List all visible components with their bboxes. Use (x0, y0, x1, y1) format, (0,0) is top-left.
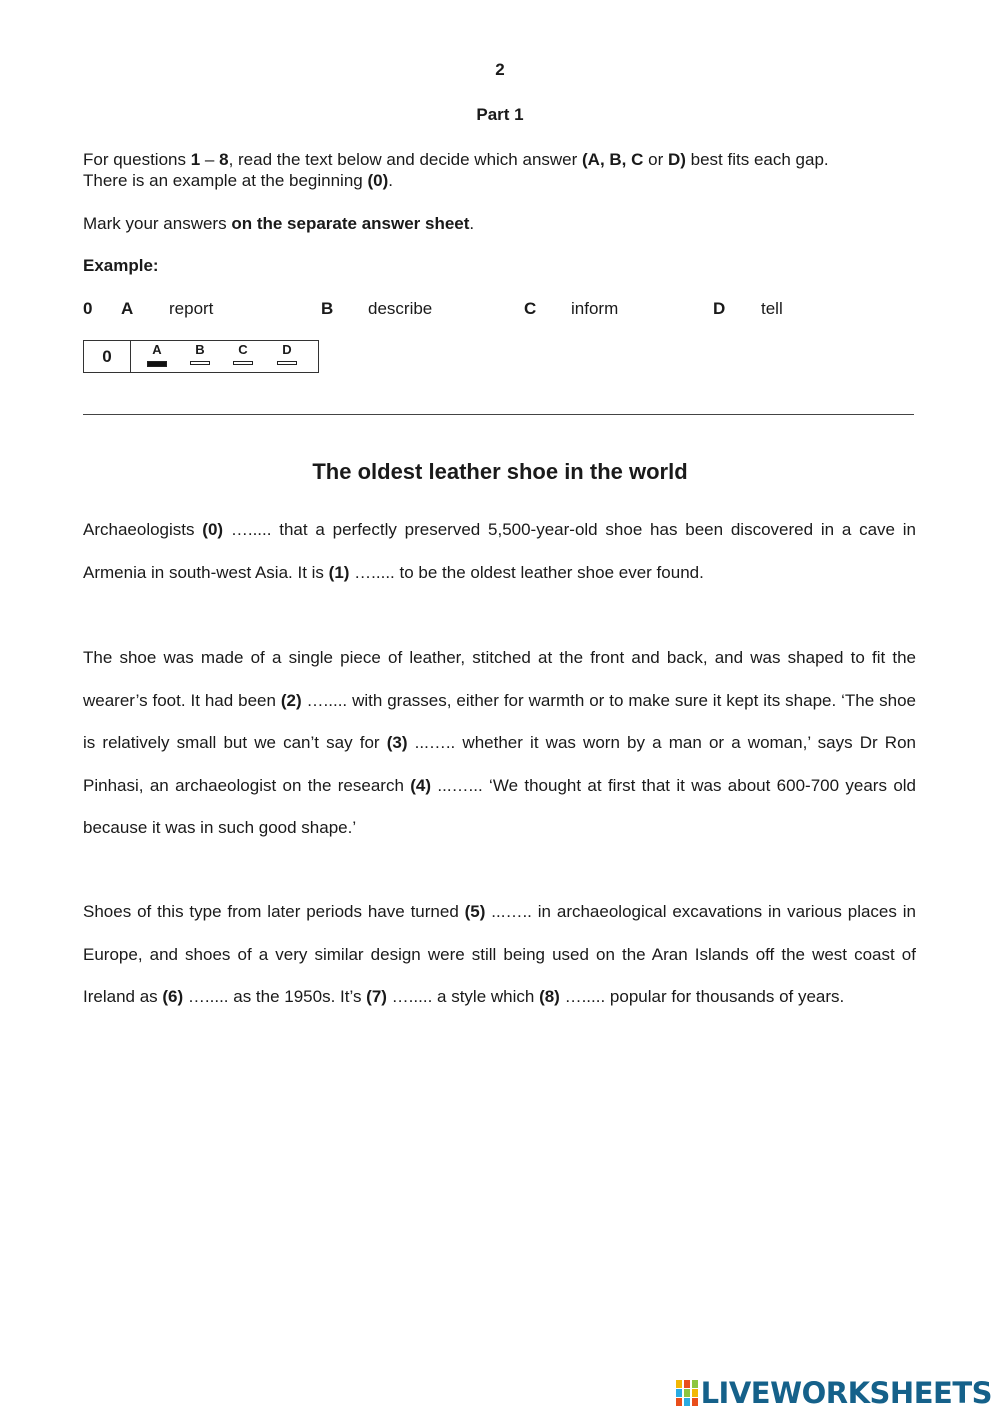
gap-5: (5) (464, 902, 486, 921)
answer-option-letter: A (152, 342, 162, 357)
paragraph-2: The shoe was made of a single piece of leather, stitched at the front and back, and was shaped to fit the wearer’s foot. It had been (2) …..... with grasses, either for warmth or to make sure it kept its shape. ‘The shoe is relatively small but we can’t say for (3) ...….. whether it was worn by a man or a woman,’ says Dr Ron Pinhasi, an archaeologist on the research (4) ...…... ‘We thought at first that it was about 600-700 years old because it was in such good shape.’ (83, 648, 916, 837)
gap-4: (4) (410, 775, 432, 795)
paragraph-3: Shoes of this type from later periods have turned (5) ...….. in archaeological excavations in various places in Europe, and shoes of a very similar design were still being used on the Aran Islands off the west coast of Ireland as (6) …..... as the 1950s. It’s (7) …..... a style which (8) …..... popular for thousands of years. (83, 902, 916, 1006)
answer-option-letter: C (238, 342, 248, 357)
answer-option-c (231, 343, 255, 365)
answer-option-b (188, 343, 212, 365)
gap-6: (6) (162, 987, 184, 1006)
answer-option-letter: D (282, 342, 292, 357)
logo-text: LIVEWORKSHEETS (700, 1376, 992, 1410)
example-answer-box (83, 340, 319, 373)
answer-option-a (145, 343, 169, 367)
divider (83, 414, 914, 415)
answer-option-d (275, 343, 299, 365)
example-option-b-letter: B (321, 299, 334, 318)
gap-2: (2) (280, 690, 302, 710)
gap-0: (0) (202, 520, 224, 539)
logo-blocks-icon (675, 1379, 699, 1407)
answer-mark-empty (277, 361, 297, 365)
gap-3: (3) (386, 733, 408, 752)
example-option-c-letter: C (524, 299, 537, 318)
gap-8: (8) (539, 987, 560, 1006)
answer-mark-empty (233, 361, 253, 365)
answer-sheet-instruction: Mark your answers on the separate answer sheet. (83, 214, 475, 233)
example-option-d-letter: D (713, 299, 726, 318)
gap-7: (7) (366, 987, 387, 1006)
example-option-c-word: inform (571, 299, 619, 318)
answer-option-letter: B (195, 342, 205, 357)
example-option-a-word: report (169, 299, 214, 318)
page-number: 2 (495, 60, 505, 79)
example-option-d-word: tell (761, 299, 783, 318)
gap-1: (1) (328, 562, 350, 582)
liveworksheets-logo (675, 1376, 992, 1410)
instructions: For questions 1 – 8, read the text below and decide which answer (A, B, C or D) best fits each gap. There is an example at the beginning (0). (83, 150, 829, 190)
paragraph-1: Archaeologists (0) …..... that a perfectly preserved 5,500-year-old shoe has been discovered in a cave in Armenia in south-west Asia. It is (1) …..... to be the oldest leather shoe ever found. (83, 520, 916, 582)
example-number: 0 (83, 299, 93, 318)
answer-box-number: 0 (84, 341, 131, 372)
example-option-a-letter: A (121, 299, 134, 318)
answer-mark-filled (147, 361, 167, 367)
example-option-b-word: describe (368, 299, 433, 318)
part-heading: Part 1 (476, 105, 524, 124)
article-title: The oldest leather shoe in the world (312, 459, 688, 484)
example-label: Example: (83, 256, 159, 275)
answer-mark-empty (190, 361, 210, 365)
